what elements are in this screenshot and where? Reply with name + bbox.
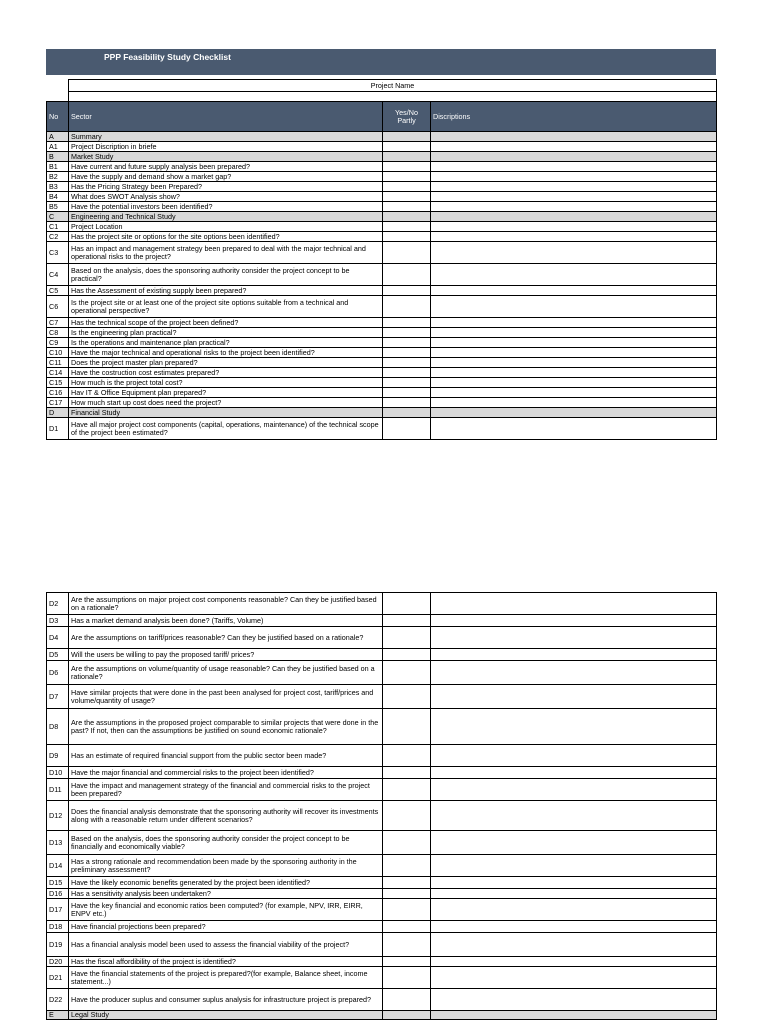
col-yesno: Yes/No Partly [383, 102, 431, 132]
description-cell[interactable] [431, 957, 717, 967]
row-question: What does SWOT Analysis show? [69, 192, 383, 202]
table-row [47, 709, 717, 745]
table-row [47, 192, 717, 202]
yesno-cell[interactable] [383, 627, 431, 649]
row-number: D20 [47, 957, 69, 967]
section-row [47, 152, 717, 162]
row-number: C6 [47, 296, 69, 318]
description-cell[interactable] [431, 162, 717, 172]
col-no: No [47, 102, 69, 132]
title-bar [46, 49, 716, 75]
row-number: D18 [47, 921, 69, 933]
description-cell[interactable] [431, 921, 717, 933]
row-number: B4 [47, 192, 69, 202]
row-question: Have the potential investors been identified? [69, 202, 383, 212]
section-row [47, 132, 717, 142]
yesno-cell[interactable] [383, 649, 431, 661]
table-row [47, 989, 717, 1011]
project-name-value[interactable] [69, 92, 717, 102]
row-number: D12 [47, 801, 69, 831]
yesno-cell[interactable] [383, 801, 431, 831]
row-question: Is the project site or at least one of the project site options suitable from a technical and operational perspective? [69, 296, 383, 318]
table-row [47, 661, 717, 685]
yesno-cell[interactable] [383, 767, 431, 779]
description-cell[interactable] [431, 593, 717, 615]
yesno-cell[interactable] [383, 709, 431, 745]
yesno-cell[interactable] [383, 172, 431, 182]
row-question: Have current and future supply analysis been prepared? [69, 162, 383, 172]
row-question: Based on the analysis, does the sponsoring authority consider the project concept to be practical? [69, 264, 383, 286]
row-question: Is the engineering plan practical? [69, 328, 383, 338]
description-cell[interactable] [431, 418, 717, 440]
description-cell[interactable] [431, 378, 717, 388]
description-cell[interactable] [431, 286, 717, 296]
row-question: Has the Pricing Strategy been Prepared? [69, 182, 383, 192]
description-cell[interactable] [431, 202, 717, 212]
description-cell[interactable] [431, 967, 717, 989]
description-cell[interactable] [431, 242, 717, 264]
row-number: C10 [47, 348, 69, 358]
description-cell[interactable] [431, 1011, 717, 1020]
table-row [47, 202, 717, 212]
yesno-cell[interactable] [383, 593, 431, 615]
checklist-table-bottom [46, 592, 717, 1020]
description-cell[interactable] [431, 358, 717, 368]
row-question: Have the costruction cost estimates prepared? [69, 368, 383, 378]
row-question: Has the project site or options for the site options been identified? [69, 232, 383, 242]
description-cell[interactable] [431, 318, 717, 328]
row-number: C [47, 212, 69, 222]
table-row [47, 779, 717, 801]
description-cell[interactable] [431, 989, 717, 1011]
yesno-cell[interactable] [383, 1011, 431, 1020]
description-cell[interactable] [431, 232, 717, 242]
table-row [47, 418, 717, 440]
row-number: D8 [47, 709, 69, 745]
yesno-cell[interactable] [383, 242, 431, 264]
row-number: B [47, 152, 69, 162]
row-question: Are the assumptions on tariff/prices reasonable? Can they be justified based on a rationale? [69, 627, 383, 649]
row-question: Summary [69, 132, 383, 142]
description-cell[interactable] [431, 222, 717, 232]
table-row [47, 745, 717, 767]
row-question: Engineering and Technical Study [69, 212, 383, 222]
row-question: Are the assumptions in the proposed project comparable to similar projects that were done in the past? If not, then can the assumptions be justified on sound economic rationale? [69, 709, 383, 745]
row-question: Legal Study [69, 1011, 383, 1020]
table-row [47, 957, 717, 967]
row-number: C7 [47, 318, 69, 328]
description-cell[interactable] [431, 779, 717, 801]
yesno-cell[interactable] [383, 889, 431, 899]
row-question: Project Discription in briefe [69, 142, 383, 152]
col-sector: Sector [69, 102, 383, 132]
table-row [47, 877, 717, 889]
description-cell[interactable] [431, 152, 717, 162]
table-row [47, 899, 717, 921]
row-number: A1 [47, 142, 69, 152]
project-name-row [47, 80, 717, 92]
row-number: D16 [47, 889, 69, 899]
table-row [47, 933, 717, 957]
description-cell[interactable] [431, 368, 717, 378]
yesno-cell[interactable] [383, 779, 431, 801]
row-number: C8 [47, 328, 69, 338]
yesno-cell[interactable] [383, 418, 431, 440]
description-cell[interactable] [431, 831, 717, 855]
row-number: D19 [47, 933, 69, 957]
table-row [47, 967, 717, 989]
row-number: D10 [47, 767, 69, 779]
row-question: Have the financial statements of the project is prepared?(for example, Balance sheet, income statement...) [69, 967, 383, 989]
row-number: D11 [47, 779, 69, 801]
description-cell[interactable] [431, 388, 717, 398]
description-cell[interactable] [431, 264, 717, 286]
row-number: D3 [47, 615, 69, 627]
row-question: Have the impact and management strategy of the financial and commercial risks to the project been prepared? [69, 779, 383, 801]
description-cell[interactable] [431, 627, 717, 649]
description-cell[interactable] [431, 408, 717, 418]
row-number: B3 [47, 182, 69, 192]
yesno-cell[interactable] [383, 989, 431, 1011]
yesno-cell[interactable] [383, 212, 431, 222]
row-question: Has an impact and management strategy been prepared to deal with the major technical and operational risks to the project? [69, 242, 383, 264]
yesno-cell[interactable] [383, 222, 431, 232]
row-number: C15 [47, 378, 69, 388]
row-question: How much start up cost does need the project? [69, 398, 383, 408]
yesno-cell[interactable] [383, 921, 431, 933]
row-question: Have the likely economic benefits generated by the project been identified? [69, 877, 383, 889]
description-cell[interactable] [431, 192, 717, 202]
description-cell[interactable] [431, 348, 717, 358]
yesno-cell[interactable] [383, 296, 431, 318]
description-cell[interactable] [431, 889, 717, 899]
row-number: D9 [47, 745, 69, 767]
row-number: C14 [47, 368, 69, 378]
row-question: Has a market demand analysis been done? (Tariffs, Volume) [69, 615, 383, 627]
row-number: C17 [47, 398, 69, 408]
description-cell[interactable] [431, 615, 717, 627]
section-row [47, 408, 717, 418]
row-number: D14 [47, 855, 69, 877]
table-row [47, 142, 717, 152]
row-question: Has the fiscal affordibility of the project is identified? [69, 957, 383, 967]
table-row [47, 318, 717, 328]
row-number: D6 [47, 661, 69, 685]
table-row [47, 855, 717, 877]
row-number: B5 [47, 202, 69, 212]
project-name-value-row [47, 92, 717, 102]
yesno-cell[interactable] [383, 358, 431, 368]
description-cell[interactable] [431, 933, 717, 957]
row-question: Does the project master plan prepared? [69, 358, 383, 368]
yesno-cell[interactable] [383, 368, 431, 378]
table-row [47, 685, 717, 709]
row-number: D22 [47, 989, 69, 1011]
table-row [47, 162, 717, 172]
yesno-cell[interactable] [383, 661, 431, 685]
yesno-cell[interactable] [383, 132, 431, 142]
description-cell[interactable] [431, 877, 717, 889]
description-cell[interactable] [431, 767, 717, 779]
table-row [47, 649, 717, 661]
row-number: C1 [47, 222, 69, 232]
yesno-cell[interactable] [383, 202, 431, 212]
description-cell[interactable] [431, 338, 717, 348]
description-cell[interactable] [431, 709, 717, 745]
table-row [47, 593, 717, 615]
row-number: C5 [47, 286, 69, 296]
description-cell[interactable] [431, 801, 717, 831]
yesno-cell[interactable] [383, 877, 431, 889]
row-number: D21 [47, 967, 69, 989]
row-number: D13 [47, 831, 69, 855]
row-question: Does the financial analysis demonstrate that the sponsoring authority will recover its investments along with a reasonable return under different scenarios? [69, 801, 383, 831]
row-question: Will the users be willing to pay the proposed tariff/ prices? [69, 649, 383, 661]
yesno-cell[interactable] [383, 232, 431, 242]
yesno-cell[interactable] [383, 899, 431, 921]
row-number: D2 [47, 593, 69, 615]
row-question: Hav IT & Office Equipment plan prepared? [69, 388, 383, 398]
yesno-cell[interactable] [383, 318, 431, 328]
row-question: Have financial projections been prepared? [69, 921, 383, 933]
table-row [47, 358, 717, 368]
row-question: Have similar projects that were done in the past been analysed for project cost, tariff/prices and volume/quantity of usage? [69, 685, 383, 709]
yesno-cell[interactable] [383, 328, 431, 338]
row-question: Have the major financial and commercial risks to the project been identified? [69, 767, 383, 779]
description-cell[interactable] [431, 855, 717, 877]
table-row [47, 831, 717, 855]
table-row [47, 182, 717, 192]
project-name-label: Project Name [69, 80, 717, 92]
yesno-cell[interactable] [383, 408, 431, 418]
row-number: C4 [47, 264, 69, 286]
yesno-cell[interactable] [383, 348, 431, 358]
table-row [47, 286, 717, 296]
yesno-cell[interactable] [383, 685, 431, 709]
yesno-cell[interactable] [383, 142, 431, 152]
description-cell[interactable] [431, 296, 717, 318]
row-number: C3 [47, 242, 69, 264]
description-cell[interactable] [431, 212, 717, 222]
row-number: D15 [47, 877, 69, 889]
table-row [47, 767, 717, 779]
yesno-cell[interactable] [383, 615, 431, 627]
row-number: D4 [47, 627, 69, 649]
yesno-cell[interactable] [383, 957, 431, 967]
row-question: Have the key financial and economic ratios been computed? (for example, NPV, IRR, EIRR, ENPV etc.) [69, 899, 383, 921]
row-question: Have all major project cost components (capital, operations, maintenance) of the technical scope of the project been estimated? [69, 418, 383, 440]
yesno-cell[interactable] [383, 286, 431, 296]
yesno-cell[interactable] [383, 388, 431, 398]
row-number: A [47, 132, 69, 142]
row-question: Have the major technical and operational risks to the project been identified? [69, 348, 383, 358]
table-row [47, 222, 717, 232]
table-row [47, 378, 717, 388]
description-cell[interactable] [431, 745, 717, 767]
yesno-cell[interactable] [383, 264, 431, 286]
description-cell[interactable] [431, 661, 717, 685]
table-row [47, 889, 717, 899]
table-row [47, 348, 717, 358]
row-number: E [47, 1011, 69, 1020]
row-question: Market Study [69, 152, 383, 162]
row-number: D [47, 408, 69, 418]
description-cell[interactable] [431, 182, 717, 192]
table-row [47, 338, 717, 348]
row-question: Has a sensitivity analysis been undertaken? [69, 889, 383, 899]
row-question: Financial Study [69, 408, 383, 418]
yesno-cell[interactable] [383, 182, 431, 192]
table-row [47, 388, 717, 398]
table-row [47, 615, 717, 627]
column-header-row [47, 102, 717, 132]
description-cell[interactable] [431, 132, 717, 142]
row-number: D5 [47, 649, 69, 661]
yesno-cell[interactable] [383, 192, 431, 202]
yesno-cell[interactable] [383, 378, 431, 388]
yesno-cell[interactable] [383, 745, 431, 767]
yesno-cell[interactable] [383, 152, 431, 162]
checklist-table-top [46, 79, 717, 440]
yesno-cell[interactable] [383, 933, 431, 957]
table-row [47, 627, 717, 649]
row-question: Has a strong rationale and recommendation been made by the sponsoring authority in the preliminary assessment? [69, 855, 383, 877]
row-question: Has an estimate of required financial support from the public sector been made? [69, 745, 383, 767]
table-row [47, 368, 717, 378]
row-number: B1 [47, 162, 69, 172]
row-question: Have the supply and demand show a market gap? [69, 172, 383, 182]
description-cell[interactable] [431, 649, 717, 661]
row-number: C2 [47, 232, 69, 242]
table-row [47, 398, 717, 408]
section-row [47, 212, 717, 222]
yesno-cell[interactable] [383, 162, 431, 172]
row-question: How much is the project total cost? [69, 378, 383, 388]
table-row [47, 328, 717, 338]
row-question: Has the Assessment of existing supply been prepared? [69, 286, 383, 296]
description-cell[interactable] [431, 328, 717, 338]
yesno-cell[interactable] [383, 338, 431, 348]
row-question: Project Location [69, 222, 383, 232]
row-number: D1 [47, 418, 69, 440]
description-cell[interactable] [431, 899, 717, 921]
section-row [47, 1011, 717, 1020]
col-desc: Discriptions [431, 102, 717, 132]
row-question: Has a financial analysis model been used to assess the financial viability of the project? [69, 933, 383, 957]
yesno-cell[interactable] [383, 398, 431, 408]
table-row [47, 264, 717, 286]
description-cell[interactable] [431, 142, 717, 152]
row-question: Have the producer suplus and consumer suplus analysis for infrastructure project is prepared? [69, 989, 383, 1011]
row-number: C11 [47, 358, 69, 368]
table-row [47, 921, 717, 933]
description-cell[interactable] [431, 398, 717, 408]
row-number: B2 [47, 172, 69, 182]
page-title: PPP Feasibility Study Checklist [104, 52, 231, 62]
row-number: C16 [47, 388, 69, 398]
row-number: C9 [47, 338, 69, 348]
row-number: D17 [47, 899, 69, 921]
table-row [47, 801, 717, 831]
description-cell[interactable] [431, 172, 717, 182]
row-question: Are the assumptions on major project cost components reasonable? Can they be justified based on a rationale? [69, 593, 383, 615]
yesno-cell[interactable] [383, 967, 431, 989]
row-number: D7 [47, 685, 69, 709]
table-row [47, 232, 717, 242]
yesno-cell[interactable] [383, 831, 431, 855]
row-question: Based on the analysis, does the sponsoring authority consider the project concept to be financially and economically viable? [69, 831, 383, 855]
description-cell[interactable] [431, 685, 717, 709]
table-row [47, 242, 717, 264]
yesno-cell[interactable] [383, 855, 431, 877]
row-question: Has the technical scope of the project been defined? [69, 318, 383, 328]
row-question: Are the assumptions on volume/quantity of usage reasonable? Can they be justified based on a rationale? [69, 661, 383, 685]
table-row [47, 296, 717, 318]
row-question: Is the operations and maintenance plan practical? [69, 338, 383, 348]
table-row [47, 172, 717, 182]
